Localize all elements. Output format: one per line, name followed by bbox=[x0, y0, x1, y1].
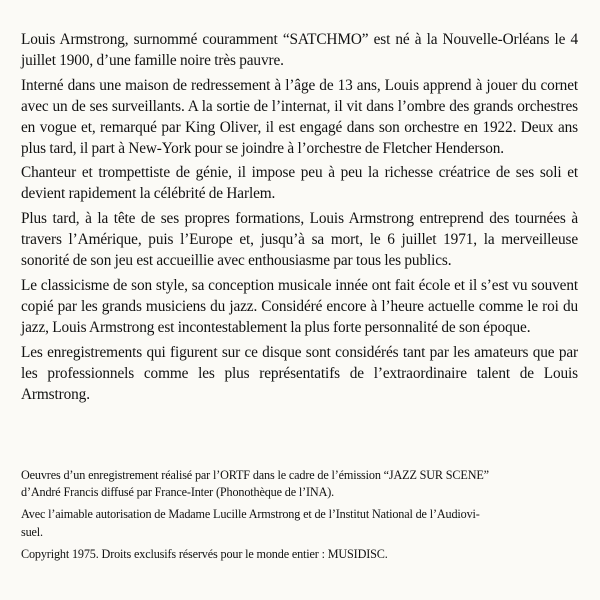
copyright-notice: Copyright 1975. Droits exclusifs réservés pour le monde entier : MUSIDISC. bbox=[21, 546, 388, 561]
permission-credit-line-1: Avec l’aimable autorisation de Madame Lucille Armstrong et de l’Institut National de l’Audiovi- bbox=[21, 507, 480, 522]
permission-credit bbox=[21, 506, 578, 540]
paragraph-birth: Louis Armstrong, surnommé couramment “SATCHMO” est né à la Nouvelle-Orléans le 4 juillet 1900, d’une famille noire très pauvre. bbox=[21, 31, 578, 69]
paragraph-tours: Plus tard, à la tête de ses propres formations, Louis Armstrong entreprend des tournées à travers l’Amérique, puis l’Europe et, jusqu’à sa mort, le 6 juillet 1971, la merveilleuse sonorité de son jeu est accueillie avec enthousiasme par tous les publics. bbox=[21, 210, 578, 270]
paragraph-legacy: Le classicisme de son style, sa conception musicale innée ont fait école et il s’est vu souvent copié par les grands musiciens du jazz. Considéré encore à l’heure actuelle comme le roi du jazz, Louis Armstrong est incontestablement la plus forte personnalité de son époque. bbox=[21, 276, 578, 336]
permission-credit-line-2: suel. bbox=[21, 524, 43, 539]
biography-text bbox=[21, 30, 578, 409]
recording-credit-line-2: d’André Francis diffusé par France-Inter (Phonothèque de l’INA). bbox=[21, 485, 335, 500]
paragraph-recordings: Les enregistrements qui figurent sur ce disque sont considérés tant par les amateurs que par les professionnels comme les plus représentatifs de l’extraordinaire talent de Louis Armstrong. bbox=[21, 343, 578, 403]
credits-block bbox=[21, 467, 578, 568]
paragraph-harlem: Chanteur et trompettiste de génie, il impose peu à peu la richesse créatrice de ses soli et devient rapidement la célébrité de Harlem. bbox=[21, 164, 578, 203]
recording-credit bbox=[21, 467, 578, 501]
recording-credit-line-1: Oeuvres d’un enregistrement réalisé par l’ORTF dans le cadre de l’émission “JAZZ SUR SCENE” bbox=[21, 468, 489, 482]
paragraph-early-career: Interné dans une maison de redressement à l’âge de 13 ans, Louis apprend à jouer du cornet avec un de ses surveillants. A la sortie de l’internat, il vit dans l’ombre des grands orchestres en vogue et, remarqué par King Oliver, il est engagé dans son orchestre en 1922. Deux ans plus tard, il part à New-York pour se joindre à l’orchestre de Fletcher Henderson. bbox=[21, 76, 578, 157]
